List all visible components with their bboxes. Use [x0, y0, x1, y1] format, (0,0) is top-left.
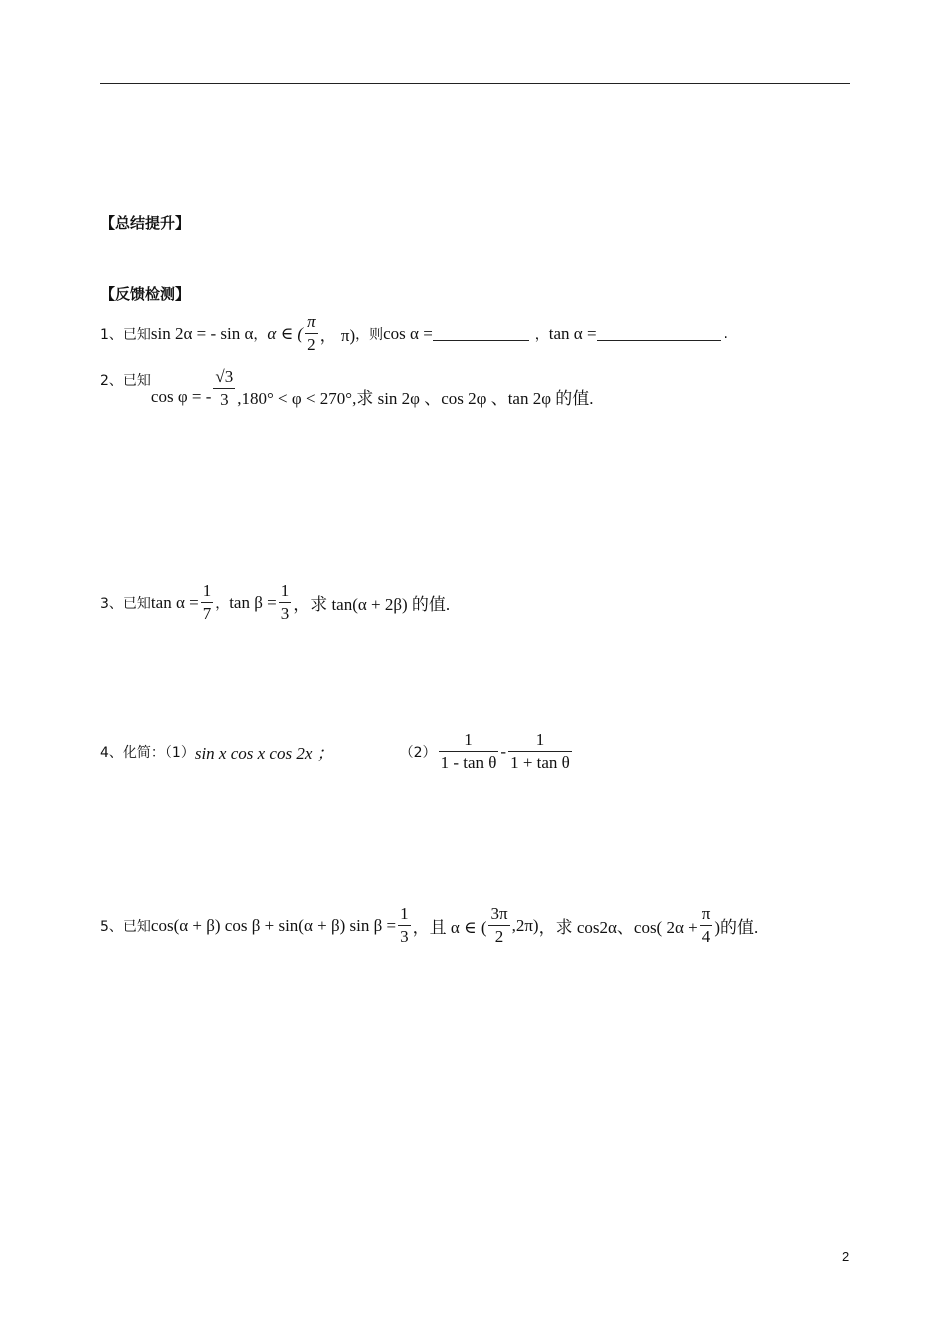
feedback-heading: 【反馈检测】 [100, 285, 191, 303]
q5-fraction-3 [700, 903, 713, 948]
q4-minus: - [500, 741, 507, 761]
q2-fraction [213, 366, 235, 411]
q1-tan-label: tan α = [548, 323, 597, 343]
q4-number: 4、化简：（1） [100, 744, 195, 761]
q5-fraction-1 [398, 903, 411, 948]
q3-tan-alpha: tan α = [150, 592, 199, 612]
q5-fraction-2-den: 2 [494, 927, 504, 946]
page-number: 2 [842, 1249, 850, 1264]
q3-tan-beta: tan β = [229, 592, 277, 612]
q4-fraction-2 [508, 729, 572, 774]
q1-then: ，则 [355, 326, 384, 343]
q1-fraction-num: π [305, 311, 318, 334]
q5-condition-close: ,2π) [511, 915, 539, 935]
q1-separator: ， [253, 326, 268, 343]
q5-number: 5、已知 [100, 918, 151, 935]
q5-fraction-2-num: 3π [488, 903, 509, 926]
q1-fraction [305, 311, 318, 356]
q3-fraction-2 [279, 580, 292, 625]
q1-separator-2: ， [534, 326, 549, 343]
q1-tan-blank[interactable] [597, 326, 721, 341]
q2-fraction-den: 3 [220, 390, 229, 409]
summary-heading: 【总结提升】 [100, 214, 191, 232]
q4-fraction-1-num: 1 [439, 729, 499, 752]
q5-condition-open: ，且 α ∈ ( [412, 918, 487, 937]
q3-rest: ，求 tan(α + 2β) 的值. [293, 595, 451, 614]
q2-number: 2、已知 [100, 373, 151, 389]
q4-fraction-2-num: 1 [508, 729, 572, 752]
q2-cos-label: cos φ = - [150, 386, 212, 406]
q1-fraction-den: 2 [307, 335, 316, 354]
q5-end: )的值. [714, 918, 759, 937]
q3-separator: ， [215, 595, 230, 612]
q3-fraction-2-num: 1 [279, 580, 292, 603]
q1-condition-open: α ∈ ( [267, 323, 304, 343]
question-5 [100, 903, 758, 948]
q1-cos-blank[interactable] [433, 326, 529, 341]
q1-condition-close: ， π) [319, 326, 356, 345]
q1-end: . [723, 325, 728, 342]
q3-number: 3、已知 [100, 595, 151, 612]
q4-fraction-1-den: 1 - tan θ [440, 753, 497, 772]
question-3 [100, 580, 450, 625]
q4-expression-1: sin x cos x cos 2x ； [194, 744, 334, 763]
q5-expression: cos(α + β) cos β + sin(α + β) sin β = [150, 915, 397, 935]
q5-fraction-3-num: π [700, 903, 713, 926]
q1-number: 1、已知 [100, 326, 151, 343]
q5-ask: ，求 cos2α、cos( 2α + [538, 918, 698, 937]
q2-rest: ,180° < φ < 270°,求 sin 2φ 、cos 2φ 、tan 2φ 的值. [237, 389, 594, 408]
q3-fraction-1-den: 7 [202, 604, 212, 623]
header-rule [100, 83, 850, 84]
question-4 [100, 729, 574, 774]
question-1 [100, 311, 728, 356]
q4-fraction-2-den: 1 + tan θ [510, 753, 570, 772]
q4-part-2: （2） [399, 744, 437, 761]
q5-fraction-1-den: 3 [400, 927, 409, 946]
question-2 [100, 366, 594, 411]
q5-fraction-1-num: 1 [398, 903, 411, 926]
q1-cos-label: cos α = [383, 323, 433, 343]
q2-fraction-num: √3 [213, 366, 235, 389]
q5-fraction-2 [488, 903, 509, 948]
q4-fraction-1 [439, 729, 499, 774]
q3-fraction-2-den: 3 [280, 604, 290, 623]
q3-fraction-1-num: 1 [201, 580, 214, 603]
q3-fraction-1 [201, 580, 214, 625]
q5-fraction-3-den: 4 [701, 927, 711, 946]
q1-equation: sin 2α = - sin α [150, 323, 254, 343]
